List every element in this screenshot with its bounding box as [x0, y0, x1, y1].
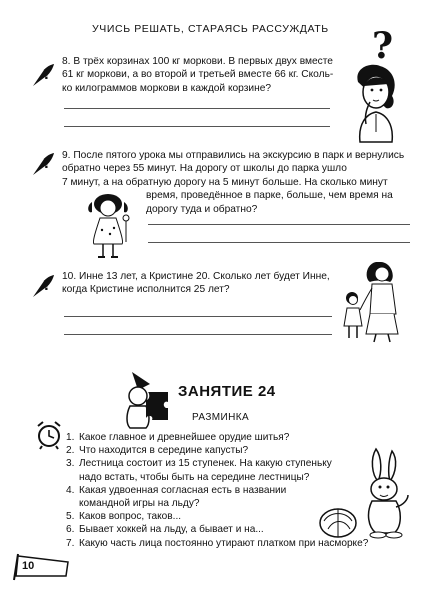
question-text: Какую часть лица постоянно утирают платком при насморке?	[79, 537, 369, 549]
list-item	[66, 457, 356, 483]
question-text: надо встать, чтобы быть на середине лестницы?	[79, 471, 310, 483]
answer-line[interactable]	[148, 242, 410, 243]
question-mark-icon: ?	[372, 25, 394, 67]
question-number: 7.	[66, 537, 75, 549]
girl-illustration	[84, 190, 138, 260]
svg-text:?: ?	[43, 157, 51, 172]
question-text: Каков вопрос, таков...	[79, 511, 182, 523]
question-number: 4.	[66, 484, 75, 496]
task-line: обратно через 55 минут. На дорогу от школы до парка ушло	[62, 163, 347, 175]
svg-text:?: ?	[43, 279, 51, 294]
question-number: 3.	[66, 458, 75, 470]
question-text: Бывает хоккей на льду, а бывает и на...	[79, 524, 264, 536]
question-text: Что находится в середине капусты?	[79, 445, 249, 457]
quill-question-icon	[30, 62, 56, 88]
lesson-subtitle: РАЗМИНКА	[192, 412, 250, 423]
page-number: 10	[22, 560, 35, 572]
list-item	[66, 431, 356, 444]
task-line: ко килограммов моркови в каждой корзине?	[62, 82, 272, 94]
warmup-questions	[66, 431, 369, 550]
list-item	[66, 537, 369, 550]
flag-icon	[12, 552, 72, 582]
list-item	[66, 444, 356, 457]
question-text: Какое главное и древнейшее орудие шитья?	[79, 432, 290, 443]
list-item	[66, 510, 356, 523]
question-text: Лестница состоит из 15 ступенек. На какую ступеньку	[79, 458, 332, 470]
task-line: дорогу туда и обратно?	[146, 203, 258, 215]
question-number: 5.	[66, 511, 75, 523]
task-line: время, проведённое в парке, больше, чем время на	[146, 190, 393, 202]
answer-line[interactable]	[64, 108, 330, 109]
lesson-title: ЗАНЯТИЕ 24	[178, 383, 276, 400]
question-text: Какая удвоенная согласная есть в названии	[79, 484, 287, 496]
puzzle-boy-illustration	[112, 370, 172, 430]
page-header: УЧИСЬ РЕШАТЬ, СТАРАЯСЬ РАССУЖДАТЬ	[92, 23, 329, 35]
mother-daughter-illustration	[340, 258, 418, 344]
task-line: 8. В трёх корзинах 100 кг моркови. В первых двух вместе	[62, 56, 333, 67]
list-item	[66, 484, 356, 510]
quill-question-icon	[30, 273, 56, 299]
svg-text:?: ?	[43, 68, 51, 83]
answer-line[interactable]	[64, 334, 332, 335]
question-text: командной игры на льду?	[79, 498, 200, 510]
task-line: 7 минут, а на обратную дорогу на 5 минут больше. На сколько минут	[62, 176, 388, 188]
answer-line[interactable]	[64, 126, 330, 127]
task-line: 61 кг моркови, а во второй и третьей вместе 66 кг. Сколь-	[62, 69, 334, 81]
question-number: 2.	[66, 445, 75, 457]
quill-question-icon	[30, 151, 56, 177]
rabbit-cabbage-illustration	[316, 445, 416, 541]
question-number: 1.	[66, 432, 75, 443]
answer-line[interactable]	[64, 316, 332, 317]
task-10	[62, 270, 332, 297]
task-line: 9. После пятого урока мы отправились на экскурсию в парк и вернулись	[62, 150, 405, 161]
task-line: когда Кристине исполнится 25 лет?	[62, 284, 230, 296]
task-line: 10. Инне 13 лет, а Кристине 20. Сколько лет будет Инне,	[62, 271, 330, 282]
task-8	[62, 55, 342, 95]
alarm-clock-icon	[34, 420, 64, 450]
list-item	[66, 523, 356, 536]
answer-line[interactable]	[148, 224, 410, 225]
question-number: 6.	[66, 524, 75, 536]
thinking-woman-illustration	[340, 62, 408, 144]
